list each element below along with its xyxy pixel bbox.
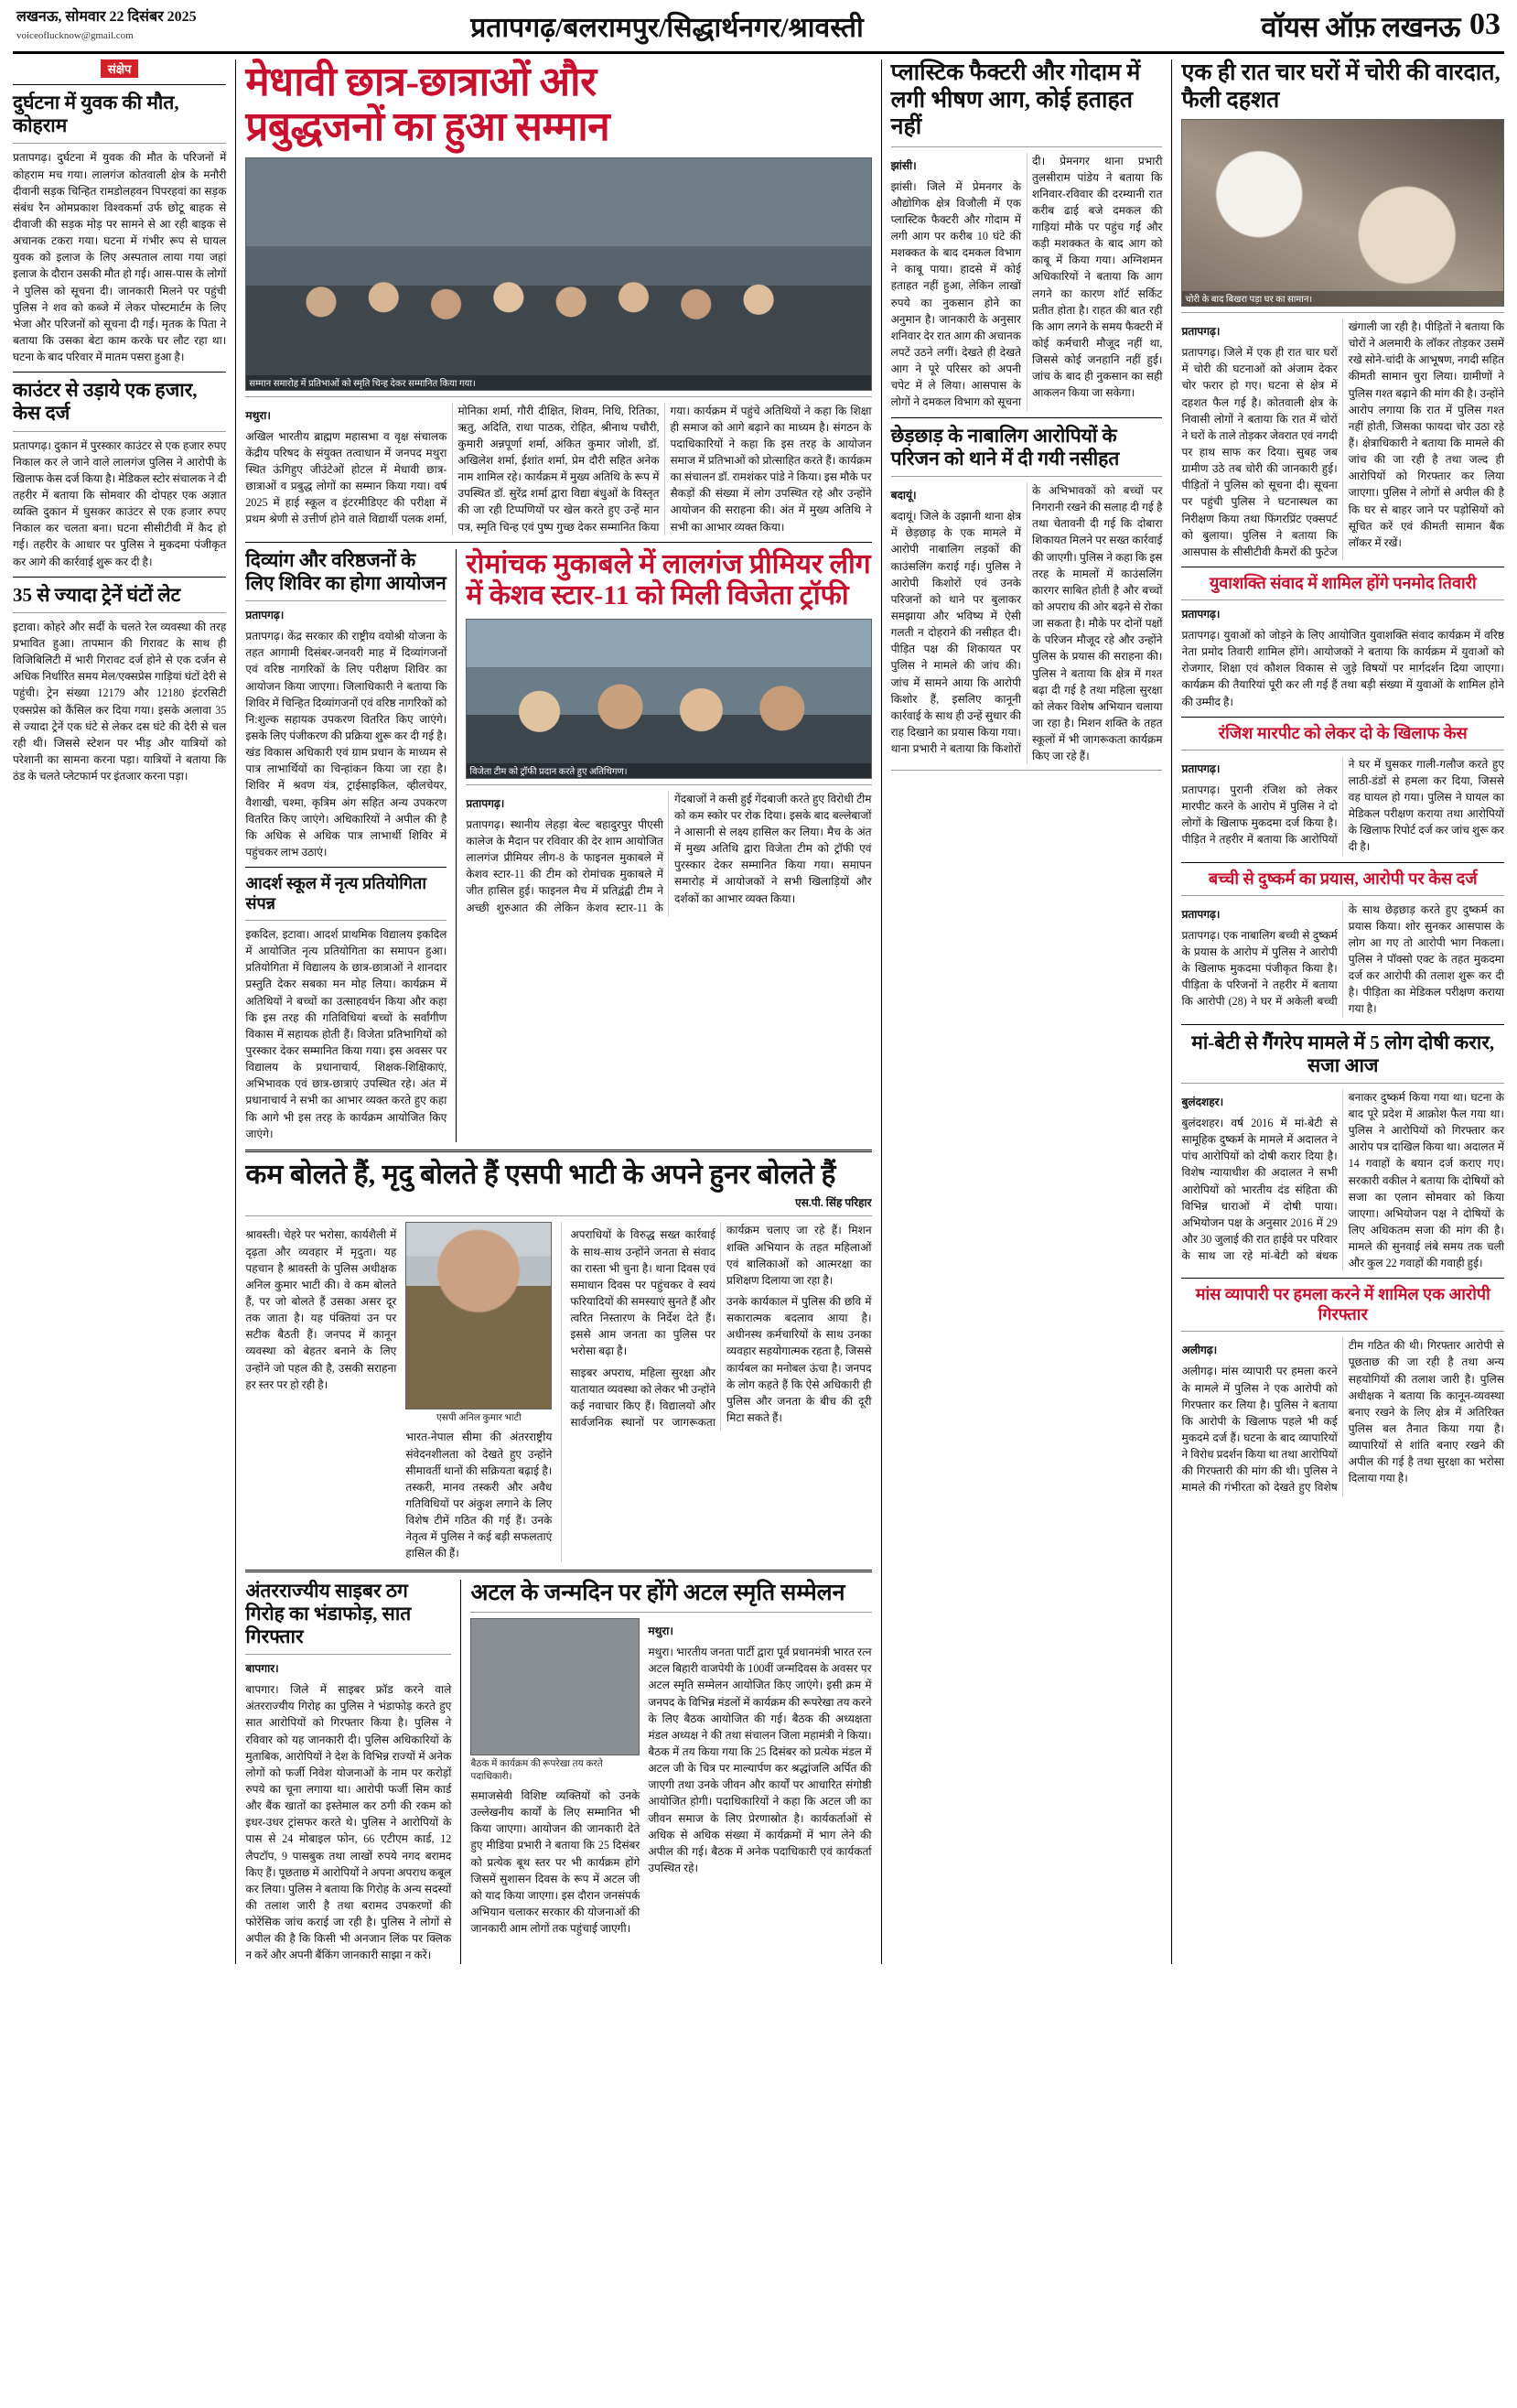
fire-body-cols (891, 153, 1163, 411)
lead-body-columns (245, 403, 871, 535)
verdict-body (1181, 1094, 1337, 1110)
fire-headline: प्लास्टिक फैक्टरी और गोदाम में लगी भीषण आग, कोई हताहत नहीं (890, 60, 1141, 139)
atal-story (460, 1580, 871, 1964)
atal-headline: अटल के जन्मदिन पर होंगे अटल स्मृति सम्मेलन (470, 1580, 845, 1605)
sp-feature (245, 1160, 871, 1562)
brief-item (13, 584, 226, 785)
page-columns (13, 59, 1504, 1964)
section-kicker: संक्षेप (101, 59, 139, 78)
edition-line: प्रतापगढ़/बलरामपुर/सिद्धार्थनगर/श्रावस्ती (470, 13, 864, 43)
sp-feature-col3-cols (570, 1222, 871, 1431)
news-item (1181, 1285, 1504, 1496)
youth-body-text: प्रतापगढ़। युवाओं को जोड़ने के लिए आयोजित युवाशक्ति संवाद कार्यक्रम में वरिष्ठ नेता प्रमोद तिवारी शामिल होंगे। आयोजकों ने बताया कि कार्यक्रम में युवाओं को रोजगार, शिक्षा एवं कौशल विकास से जुड़े विषयों पर मार्गदर्शन दिया जाएगा। कार्यक्रम की तैयारियां पूरी कर ली गई हैं तथा बड़ी संख्या में युवाओं के शामिल होने की उम्मीद है। (1181, 629, 1505, 708)
mid-left-dateline: प्रतापगढ़। (245, 609, 285, 622)
lead-story (245, 59, 871, 535)
news-item (1181, 574, 1504, 710)
sports-headline-line1: रोमांचक मुकाबले में लालगंज प्रीमियर लीग (466, 548, 871, 579)
page-number: 03 (1469, 7, 1501, 41)
theft-photo (1181, 119, 1504, 307)
cyber-body (245, 1660, 451, 1677)
meat-body-text: अलीगढ़। मांस व्यापारी पर हमला करने के मामले में पुलिस ने एक आरोपी को गिरफ्तार कर लिया है। पुलिस ने बताया कि आरोपी के खिलाफ पहले भी कई मुकदमे दर्ज हैं। घटना के बाद व्यापारियों ने विरोध प्रदर्शन किया था तथा आरोपियों की गिरफ्तारी की मांग की थी। पुलिस ने मामले की गंभीरता को देखते हुए विशेष टीम गठित की थी। गिरफ्तार आरोपी से पूछताछ की जा रही है तथा अन्य सहयोगियों की तलाश जारी है। पुलिस अधीक्षक ने बताया कि कानून-व्यवस्था बनाए रखने के लिए क्षेत्र में अतिरिक्त पुलिस बल तैनात किया गया है। व्यापारियों से शांति बनाए रखने की अपील की गई है तथा सुरक्षा का भरोसा दिलाया गया है। (1181, 1339, 1505, 1495)
atal-body-wrap (648, 1618, 871, 1937)
atal-body (648, 1623, 871, 1639)
molest-body-cols (891, 482, 1163, 764)
fire-body (891, 157, 1021, 174)
mid-left-body-text: प्रतापगढ़। केंद्र सरकार की राष्ट्रीय वयोश्री योजना के तहत आगामी दिसंबर-जनवरी माह में दिव्यांगजनों एवं वरिष्ठ नागरिकों के लिए परीक्षण शिविर का आयोजन किया जाएगा। जिलाधिकारी ने बताया कि शिविर में चिन्हित दिव्यांगजनों एवं वरिष्ठ नागरिकों को नि:शुल्क सहायक उपकरण वितरित किए जाएंगे। इसके लिए पंजीकरण की प्रक्रिया शुरू कर दी गई है। खंड विकास अधिकारी एवं ग्राम प्रधान के माध्यम से पात्र लाभार्थियों का चिन्हांकन किया जा रहा है। शिविर में श्रवण यंत्र, ट्राईसाइकिल, व्हीलचेयर, वैशाखी, चश्मा, कृत्रिम अंग सहित अन्य उपकरण वितरित किए जाएंगे। अधिकारियों ने अपील की है कि अधिक से अधिक पात्र लाभार्थी शिविर में पहुंचकर लाभ उठाएं। (245, 630, 447, 858)
lead-headline-line1: मेधावी छात्र-छात्राओं और (245, 59, 597, 104)
column-four (1171, 59, 1504, 1964)
atal-body-2: समाजसेवी विशिष्ट व्यक्तियों को उनके उल्लेखनीय कार्यों के लिए सम्मानित भी किया जाएगा। आयोजन की जानकारी देते हुए मीडिया प्रभारी ने बताया कि 25 दिसंबर को प्रत्येक बूथ स्तर पर भी कार्यक्रम होंगे जिसमें सुशासन दिवस के रूप में अटल जी को याद किया जाएगा। इस दौरान जनसंपर्क अभियान चलाकर सरकार की योजनाओं की जानकारी आम लोगों तक पहुंचाई जाएगी। (470, 1789, 640, 1936)
sp-feature-byline: एस.पी. सिंह परिहार (795, 1196, 872, 1210)
contact-email: voiceoflucknow@gmail.com (16, 29, 134, 41)
verdict-body-cols (1181, 1089, 1504, 1272)
brief-item (13, 92, 226, 365)
brief-body: प्रतापगढ़। दुकान में पुरस्कार काउंटर से एक हजार रुपए निकाल कर ले जाने वाले लालगंज पुलिस ने आरोपी के खिलाफ केस दर्ज किया है। मेडिकल स्टोर संचालक ने दी तहरीर में बताया कि सोमवार की दोपहर एक अज्ञात व्यक्ति दुकान में घुसकर काउंटर से एक हजार रुपए निकाल कर चलता बना। घटना सीसीटीवी में कैद हो गई। तहरीर के आधार पर पुलिस ने मुकदमा पंजीकृत कर आगे की कार्रवाई शुरू कर दी है। (13, 438, 227, 568)
cyber-headline: अंतरराज्यीय साइबर ठग गिरोह का भंडाफोड़, सात गिरफ्तार (245, 1579, 412, 1647)
atal-content (470, 1618, 871, 1937)
mid-left2-body: इकदिल, इटावा। आदर्श प्राथमिक विद्यालय इकदिल में आयोजित नृत्य प्रतियोगिता का समापन हुआ। प्रतियोगिता में विद्यालय के छात्र-छात्राओं ने शानदार प्रस्तुति देकर सबका मन मोह लिया। कार्यक्रम में अतिथियों ने बच्चों का उत्साहवर्धन किया और कहा कि इस तरह की गतिविधियां बच्चों के सर्वांगीण विकास में सहायक होती हैं। विजेता प्रतिभागियों को पुरस्कार देकर सम्मानित किया गया। इस अवसर पर विद्यालय के प्रधानाचार्य, शिक्षक-शिक्षिकाएं, अभिभावक एवं छात्र-छात्राएं उपस्थित रहे। अंत में प्रधानाचार्य ने सभी का आभार व्यक्त करते हुए कहा कि आगे भी इस तरह के कार्यक्रम आयोजित किए जाएंगे। (245, 928, 447, 1140)
theft-body-text: प्रतापगढ़। जिले में एक ही रात चार घरों में चोरी की घटनाओं को अंजाम देकर चोर फरार हो गए। घटना से क्षेत्र में दहशत फैल गई है। कोतवाली क्षेत्र के निवासी लोगों ने बताया कि रात में चोरों ने घरों के ताले तोड़कर जेवरात एवं नगदी पर हाथ साफ कर दिया। सुबह जब ग्रामीण उठे तब चोरी की जानकारी हुई। पीड़ितों ने पुलिस को सूचना दी। सूचना पर पहुंची पुलिस ने घटनास्थल का निरीक्षण किया तथा फिंगरप्रिंट एक्सपर्ट को बुलाया। पुलिस ने बताया कि आसपास के सीसीटीवी कैमरों की फुटेज खंगाली जा रही है। पीड़ितों ने बताया कि चोरों ने अलमारी के लॉकर तोड़कर उसमें रखे सोने-चांदी के आभूषण, नगदी सहित कीमती सामान चुरा लिया। ग्रामीणों ने पुलिस गश्त बढ़ाने की मांग की है। उन्होंने आरोप लगाया कि रात में पुलिस गश्त नहीं होती, जिसका फायदा चोर उठा रहे हैं। क्षेत्राधिकारी ने बताया कि मामले की जांच की जा रही है तथा जल्द ही आरोपियों को गिरफ्तार कर लिया जाएगा। पुलिस ने लोगों से अपील की है कि घर से बाहर जाने पर पड़ोसियों को सूचित करें एवं कीमती सामान बैंक लॉकर में रखें। (1181, 320, 1505, 558)
atal-body-text: मथुरा। भारतीय जनता पार्टी द्वारा पूर्व प्रधानमंत्री भारत रत्न अटल बिहारी वाजपेयी के 100वीं जन्मदिवस के अवसर पर अटल स्मृति सम्मेलन आयोजित किए जाएंगे। इसी क्रम में जनपद के विभिन्न मंडलों में कार्यक्रम की रूपरेखा तय करने के लिए बैठक आयोजित की गई। बैठक की अध्यक्षता मंडल अध्यक्ष ने की तथा संचालन जिला महामंत्री ने किया। बैठक में तय किया गया कि 25 दिसंबर को प्रत्येक मंडल में अटल जी के चित्र पर माल्यार्पण कर श्रद्धांजलि अर्पित की जाएगी तथा उनके जीवन और कार्यों पर आधारित संगोष्ठी आयोजित होगी। पदाधिकारियों ने कहा कि अटल जी का जीवन समाज के लिए प्रेरणास्रोत है। कार्यकर्ताओं से अधिक से अधिक संख्या में कार्यक्रमों में भाग लेने की अपील की गई। बैठक में अनेक पदाधिकारी एवं कार्यकर्ता उपस्थित रहे। (648, 1646, 872, 1874)
sports-photo (466, 619, 871, 779)
atal-photo-caption: बैठक में कार्यक्रम की रूपरेखा तय करते पदाधिकारी। (470, 1759, 603, 1782)
theft-body (1181, 323, 1337, 340)
mid-left-body (245, 607, 446, 623)
assault-body-text: प्रतापगढ़। पुरानी रंजिश को लेकर मारपीट करने के आरोप में पुलिस ने दो लोगों के खिलाफ मुकदमा दर्ज किया है। पीड़ित ने तहरीर में बताया कि आरोपियों ने घर में घुसकर गाली-गलौज करते हुए लाठी-डंडों से हमला कर दिया, जिससे वह घायल हो गया। पुलिस ने घायल का मेडिकल परीक्षण कराया तथा आरोपियों के खिलाफ रिपोर्ट दर्ज कर जांच शुरू कर दी है। (1181, 757, 1505, 854)
sp-feature-text-1: श्रावस्ती। चेहरे पर भरोसा, कार्यशैली में दृढ़ता और व्यवहार में मृदुता। यह पहचान है श्रावस्ती के पुलिस अधीक्षक अनिल कुमार भाटी की। वे कम बोलते हैं, पर जो बोलते हैं उसका असर दूर तक जाता है। यह पंक्तियां उन पर सटीक बैठती हैं। जनपद में कानून व्यवस्था को बेहतर बनाने के लिए उन्होंने जो पहल की है, उसकी सराहना हर स्तर पर हो रही है। (245, 1228, 397, 1391)
brief-headline: काउंटर से उड़ाये एक हजार, केस दर्ज (13, 379, 198, 425)
atal-dateline: मथुरा। (648, 1625, 673, 1637)
sp-officer-photo-caption: एसपी अनिल कुमार भाटी (436, 1413, 522, 1424)
verdict-dateline: बुलंदशहर। (1181, 1095, 1224, 1108)
molest-body (891, 487, 1021, 503)
sp-feature-text-3: अपराधियों के विरुद्ध सख्त कार्रवाई के साथ-साथ उन्होंने जनता से संवाद का रास्ता भी चुना है। थाना दिवस एवं समाधान दिवस पर पहुंचकर वे स्वयं फरियादियों की समस्याएं सुनते हैं और त्वरित निस्तारण के निर्देश देते हैं। इससे आम जनता का पुलिस पर भरोसा बढ़ा है। (570, 1228, 715, 1358)
sp-feature-body-wrap (245, 1222, 871, 1561)
mid-left-headline: दिव्यांग और वरिष्ठजनों के लिए शिविर का होगा आयोजन (245, 548, 446, 594)
sports-body (466, 795, 663, 812)
sp-feature-headline: कम बोलते हैं, मृदु बोलते हैं एसपी भाटी के अपने हुनर बोलते हैं (245, 1159, 836, 1190)
poxo-headline: बच्ची से दुष्कर्म का प्रयास, आरोपी पर केस दर्ज (1208, 869, 1478, 888)
sp-feature-col3 (561, 1222, 871, 1561)
meat-dateline: अलीगढ़। (1181, 1344, 1218, 1357)
theft-photo-caption: चोरी के बाद बिखरा पड़ा घर का सामान। (1182, 291, 1503, 306)
brief-kicker-wrap (13, 59, 226, 78)
bottom-band (245, 1580, 871, 1964)
brief-item (13, 379, 226, 570)
poxo-body-text: प्रतापगढ़। एक नाबालिग बच्ची से दुष्कर्म के प्रयास के आरोप में पुलिस ने आरोपी के खिलाफ मुकदमा पंजीकृत किया है। पीड़िता के परिजनों ने तहरीर में बताया कि आरोपी (28) ने घर में अकेली बच्ची के साथ छेड़छाड़ करते हुए दुष्कर्म का प्रयास किया। शोर सुनकर आसपास के लोग आ गए तो आरोपी भाग निकला। पुलिस ने पॉक्सो एक्ट के तहत मुकदमा दर्ज कर आरोपी की तलाश शुरू कर दी है। पीड़िता का मेडिकल परीक्षण कराया गया है। (1181, 902, 1505, 1016)
theft-headline: एक ही रात चार घरों में चोरी की वारदात, फैली दहशत (1181, 60, 1501, 113)
molest-headline: छेड़छाड़ के नाबालिग आरोपियों के परिजन को थाने में दी गयी नसीहत (890, 424, 1120, 470)
verdict-body-text: बुलंदशहर। वर्ष 2016 में मां-बेटी से सामूहिक दुष्कर्म के मामले में अदालत ने पांच आरोपियों को दोषी करार दिया है। विशेष न्यायाधीश की अदालत ने सभी आरोपियों को भारतीय दंड संहिता की विभिन्न धाराओं में दोषी पाया। अभियोजन पक्ष के अनुसार 2016 में 29 और 30 जुलाई की रात हाईवे पर परिवार के साथ जा रहे मां-बेटी को बंधक बनाकर दुष्कर्म किया गया था। घटना के बाद पूरे प्रदेश में आक्रोश फैल गया था। पुलिस ने आरोपियों को गिरफ्तार कर आरोप पत्र दाखिल किया था। अदालत में 14 गवाहों के बयान दर्ज कराए गए। सरकारी वकील ने बताया कि दोषियों को सजा का एलान सोमवार को किया जाएगा। अभियोजन पक्ष ने दोषियों के लिए अधिकतम सजा की मांग की है। मामले की सुनवाई लंबे समय तक चली और कुल 22 गवाहों की गवाही हुई। (1181, 1090, 1505, 1270)
lead-dateline: मथुरा। (245, 408, 271, 422)
assault-body-cols (1181, 756, 1504, 856)
fire-story (891, 59, 1163, 411)
atal-photo-wrap (470, 1618, 640, 1937)
theft-dateline: प्रतापगढ़। (1181, 325, 1221, 338)
sports-photo-caption: विजेता टीम को ट्रॉफी प्रदान करते हुए अतिथिगण। (467, 763, 870, 778)
cyber-body-text: बापगार। जिले में साइबर फ्रॉड करने वाले अंतरराज्यीय गिरोह का पुलिस ने भंडाफोड़ करते हुए सात आरोपियों को गिरफ्तार किया है। पुलिस ने रविवार को यह जानकारी दी। पुलिस अधिकारियों के मुताबिक, आरोपियों ने देश के विभिन्न राज्यों में अनेक लोगों को फर्जी निवेश योजनाओं के नाम पर करोड़ों रुपये का चूना लगाया था। आरोपी फर्जी सिम कार्ड और बैंक खातों का इस्तेमाल कर ठगी की रकम को इधर-उधर ट्रांसफर करते थे। पुलिस ने आरोपियों के पास से 24 मोबाइल फोन, 66 एटीएम कार्ड, 12 लैपटॉप, 9 पासबुक तथा लाखों रुपये नगद बरामद किए हैं। पूछताछ में आरोपियों ने अपना अपराध कबूल कर लिया। पुलिस ने बताया कि गिरोह के अन्य सदस्यों की तलाश जारी है तथा बरामद उपकरणों की फोरेंसिक जांच कराई जा रही है। पुलिस ने लोगों से अपील की है कि किसी भी अनजान लिंक पर क्लिक न करें और अपनी बैंकिंग जानकारी साझा न करें। (245, 1683, 452, 1962)
youth-body (1181, 606, 1504, 622)
column-three (881, 59, 1163, 1964)
fire-body-text: झांसी। जिले में प्रेमनगर के औद्योगिक क्षेत्र विजौली में एक प्लास्टिक फैक्टरी और गोदाम में लगी आग पर करीब 10 घंटे की मशक्कत के बाद दमकल विभाग ने काबू पाया। हादसे में कोई हताहत नहीं हुआ, लेकिन लाखों रुपये का नुकसान होने का अनुमान है। जानकारी के अनुसार शनिवार देर रात आग की अचानक लपटें उठने लगीं। देखते ही देखते आग ने पूरे परिसर को अपनी चपेट में ले लिया। आसपास के लोगों ने दमकल विभाग को सूचना दी। प्रेमनगर थाना प्रभारी तुलसीराम पांडेय ने बताया कि शनिवार-रविवार की दरम्यानी रात करीब ढाई बजे दमकल की गाड़ियां मौके पर पहुंच गईं और कड़ी मशक्कत के बाद आग को काबू में किया गया। अग्निशमन अधिकारियों ने बताया कि आग लगने का कारण शॉर्ट सर्किट प्रतीत होता है। राहत की बात रही कि आग लगने के समय फैक्टरी में कोई कर्मचारी मौजूद नहीं था, जिससे कोई जनहानि नहीं हुई। जांच के बाद ही नुकसान का सही आकलन किया जा सकेगा। (890, 154, 1163, 409)
masthead (13, 0, 1504, 54)
brief-headline: 35 से ज्यादा ट्रेनें घंटों लेट (13, 583, 181, 606)
molest-body-text: बदायूं। जिले के उझानी थाना क्षेत्र में छेड़छाड़ के एक मामले में आरोपी नाबालिग लड़कों की काउंसलिंग कराई गई। पुलिस ने आरोपी किशोरों एवं उनके परिजनों को थाने पर बुलाकर समझाया और भविष्य में ऐसी गलती न दोहराने की नसीहत दी। पीड़ित पक्ष की शिकायत पर पुलिस ने मामले की जांच की। जांच में सामने आया कि आरोपी किशोर हैं, इसलिए कानूनी कार्रवाई के साथ ही उन्हें सुधार की राह दिखाने का प्रयास किया गया। थाना प्रभारी ने बताया कि किशोरों के अभिभावकों को बच्चों पर निगरानी रखने की सलाह दी गई है तथा चेतावनी दी गई कि दोबारा शिकायत मिलने पर सख्त कार्रवाई की जाएगी। पुलिस ने कहा कि इस तरह के मामलों में काउंसलिंग कारगर साबित होती है और बच्चों को अपराध की ओर बढ़ने से रोका जा सकता है। मौके पर दोनों पक्षों के परिजन मौजूद रहे और उन्होंने पुलिस के प्रयास की सराहना की। पुलिस ने बताया कि क्षेत्र में गश्त बढ़ा दी गई है तथा महिला सुरक्षा को लेकर विशेष अभियान चलाया जा रहा है। मिशन शक्ति के तहत स्कूलों में भी जागरूकता कार्यक्रम किए जा रहे हैं। (890, 483, 1163, 763)
lead-photo-caption: सम्मान समारोह में प्रतिभाओं को स्मृति चिन्ह देकर सम्मानित किया गया। (246, 375, 870, 390)
sports-body-columns (466, 791, 871, 916)
sp-feature-text-5: उनके कार्यकाल में पुलिस की छवि में सकारात्मक बदलाव आया है। अधीनस्थ कर्मचारियों के साथ उनका व्यवहार सहयोगात्मक रहता है, जिससे कार्यबल का मनोबल ऊंचा है। जनपद के लोग कहते हैं कि ऐसे अधिकारी ही पुलिस और जनता के बीच की दूरी मिटा सकते हैं। (726, 1294, 872, 1424)
publication-date: लखनऊ, सोमवार 22 दिसंबर 2025 (16, 9, 197, 25)
column-main (235, 59, 871, 1964)
molest-story (891, 425, 1163, 765)
column-brief (13, 59, 226, 1964)
theft-story (1181, 59, 1504, 560)
news-item (1181, 724, 1504, 856)
verdict-headline: मां-बेटी से गैंगरेप मामले में 5 लोग दोषी करार, सजा आज (1191, 1031, 1495, 1076)
paper-logo: वॉयस ऑफ़ लखनऊ (1261, 11, 1460, 43)
news-item (1181, 1031, 1504, 1272)
fire-dateline: झांसी। (890, 158, 917, 172)
masthead-right (1107, 7, 1501, 46)
brief-body: प्रतापगढ़। दुर्घटना में युवक की मौत के परिजनों में कोहराम मच गया। लालगंज कोतवाली क्षेत्र के मनौरी दीवानी सड़क चिन्हित रामडोलहवन पिपरहवां का सड़क संबंध रैन ओमप्रकाश विश्वकर्मा उर्फ छोटू बाहक से दीवाजी की सड़क मोड़ पर सामने से आ रही बाइक से अचानक टकरा गया। घटना में गंभीर रूप से घायल युवक को इलाज के लिए अस्पताल लाया गया जहां इलाज के दौरान उसकी मौत हो गई। आस-पास के लोगों ने पुलिस को सूचना दी। जानकारी मिलने पर पहुंची पुलिस ने शव को कब्जे में लेकर पोस्टमार्टम के लिए भेजा और परिजनों को सूचना दी गई। मृतक के पिता ने बताया कि उसका बेटा काम करके घर लौट रहा था। घटना के बाद परिवार में मातम पसरा हुआ है। (13, 151, 227, 364)
lead-photo (245, 157, 871, 391)
sp-feature-text-4: साइबर अपराध, महिला सुरक्षा और यातायात व्यवस्था को लेकर भी उन्होंने कई नवाचार किए हैं। विद्यालयों और सार्वजनिक स्थानों पर जागरूकता कार्यक्रम चलाए जा रहे हैं। मिशन शक्ति अभियान के तहत महिलाओं एवं बालिकाओं को आत्मरक्षा का प्रशिक्षण दिलाया जा रहा है। (570, 1224, 872, 1429)
mid-left2-headline: आदर्श स्कूल में नृत्य प्रतियोगिता संपन्न (245, 874, 426, 913)
sports-dateline: प्रतापगढ़। (466, 796, 505, 810)
atal-meeting-photo (470, 1618, 640, 1755)
meat-body-cols (1181, 1337, 1504, 1496)
sp-feature-photo-wrap (405, 1222, 552, 1561)
cyber-dateline: बापगार। (245, 1662, 279, 1676)
brief-body: इटावा। कोहरे और सर्दी के चलते रेल व्यवस्था की तरह प्रभावित हुआ। तापमान की गिरावट के साथ ही विजिबिलिटी में भारी गिरावट दर्ज होने से एक दर्जन से अधिक निर्धारित समय मेल/एक्सप्रेस गाड़ियां घंटों देरी से पहुंची। ट्रेन संख्या 12179 और 12180 इंटरसिटी एक्सप्रेस को कैंसिल कर दिया गया। इसके अलावा 35 से ज्यादा ट्रेनें एक घंटे से लेकर दस घंटे की देरी से चल रही थी। जिससे स्टेशन पर भीड़ और यात्रियों को परेशानी का सामना करना पड़ा। यात्रियों ने बताया कि ठंड के चलते प्लेटफार्म पर इंतजार करना पड़ा। (13, 620, 227, 783)
lead-body: अखिल भारतीय ब्राह्मण महासभा व वृक्ष संचालक केंद्रीय परिषद के संयुक्त तत्वाधान में जनपद मथुरा स्थित ऊंगिहुए जीउंटेओं होटल में मेधावी छात्र-छात्राओं व प्रबुद्ध लोगों का सम्मान किया गया। वर्ष 2025 में हाई स्कूल व इंटरमीडिएट की परीक्षा में प्रथम श्रेणी से उत्तीर्ण होने वाले विद्यार्थी पलक शर्मा, मोनिका शर्मा, गौरी दीक्षित, शिवम, निधि, रितिका, ऋतु, अदिति, राधा पाठक, रोहित, श्रीनाथ पचौरी, कुमारी अन्नपूर्णा शर्मा, अंकित कुमार जोशी, डॉ. अखिलेश शर्मा, ईशांत शर्मा, प्रेम दौरी सहित अनेक नाम शामिल रहे। कार्यक्रम में मुख्य अतिथि के रूप में उपस्थित डॉ. सुरेंद्र शर्मा द्वारा विद्या बंधुओं के विस्तृत की जा रही टिप्पणियों पर खेल करते हुए उन्हें मान पत्र, स्मृति चिन्ह एवं पुष्प गुच्छ देकर सम्मानित किया गया। कार्यक्रम में पहुंचे अतिथियों ने कहा कि शिक्षा ही समाज को आगे बढ़ाने का माध्यम है। संगठन के पदाधिकारियों ने कहा कि इस तरह के आयोजन समाज में प्रतिभाओं को प्रोत्साहित करते हैं। कार्यक्रम का संचालन डॉ. रामशंकर पांडे ने किया। इस मौके पर सैकड़ों की संख्या में लोग उपस्थित रहे और उन्होंने आयोजन की सराहना की। अंत में मुख्य अतिथि ने सभी का आभार व्यक्त किया। (245, 404, 872, 534)
sports-body-text: प्रतापगढ़। स्थानीय लेहड़ा बेल्ट बहादुरपुर पीएसी कालेज के मैदान पर रविवार की देर शाम आयोजित लालगंज प्रीमियर लीग-8 के फाइनल मुकाबले में केशव स्टार-11 की टीम को रोमांचक मुकाबले में जीत हासिल हुई। फाइनल मैच में प्रतिद्वंद्वी टीम ने अच्छी शुरुआत की लेकिन केशव स्टार-11 के गेंदबाजों ने कसी हुई गेंदबाजी करते हुए विरोधी टीम को कम स्कोर पर रोक दिया। इसके बाद बल्लेबाजों ने आसानी से लक्ष्य हासिल कर लिया। मैच के अंत में मुख्य अतिथि द्वारा विजेता टीम को ट्रॉफी एवं पुरस्कार देकर सम्मानित किया गया। समापन समारोह में आयोजकों ने सभी खिलाड़ियों और दर्शकों का आभार व्यक्त किया। (466, 792, 872, 914)
lead-headline-line2: प्रबुद्धजनों का हुआ सम्मान (245, 104, 610, 150)
news-item (1181, 869, 1504, 1018)
sp-feature-text-2: भारत-नेपाल सीमा की अंतरराष्ट्रीय संवेदनशीलता को देखते हुए उन्होंने सीमावर्ती थानों की सक्रियता बढ़ाई है। तस्करी, मानव तस्करी और अवैध गतिविधियों पर अंकुश लगाने के लिए विशेष टीमें गठित की गई हैं। उनके नेतृत्व में पुलिस ने कई बड़ी सफलताएं हासिल की हैं। (405, 1431, 553, 1560)
meat-body (1181, 1342, 1337, 1358)
masthead-left (16, 7, 227, 42)
youth-dateline: प्रतापगढ़। (1181, 607, 1221, 621)
meat-trader-headline: मांस व्यापारी पर हमला करने में शामिल एक आरोपी गिरफ्तार (1195, 1285, 1490, 1324)
sp-officer-photo (405, 1222, 552, 1409)
assault-body (1181, 761, 1337, 777)
mid-right-block (456, 549, 871, 1142)
youth-headline: युवाशक्ति संवाद में शामिल होंगे पनमोद तिवारी (1209, 573, 1477, 592)
sp-feature-col1 (245, 1222, 396, 1561)
sports-headline-line2: में केशव स्टार-11 को मिली विजेता ट्रॉफी (466, 580, 849, 611)
lead-dateline-body (245, 407, 446, 424)
assault-headline: रंजिश मारपीट को लेकर दो के खिलाफ केस (1218, 723, 1468, 742)
molest-dateline: बदायूं। (890, 488, 917, 502)
poxo-body-cols (1181, 902, 1504, 1018)
cyber-story (245, 1580, 451, 1964)
theft-body-cols (1181, 319, 1504, 560)
poxo-dateline: प्रतापगढ़। (1181, 907, 1221, 921)
mid-left-block (245, 549, 446, 1142)
masthead-center (227, 7, 1107, 45)
poxo-body (1181, 906, 1337, 923)
brief-headline: दुर्घटना में युवक की मौत, कोहराम (13, 92, 179, 137)
assault-dateline: प्रतापगढ़। (1181, 761, 1221, 775)
mid-band (245, 549, 871, 1142)
